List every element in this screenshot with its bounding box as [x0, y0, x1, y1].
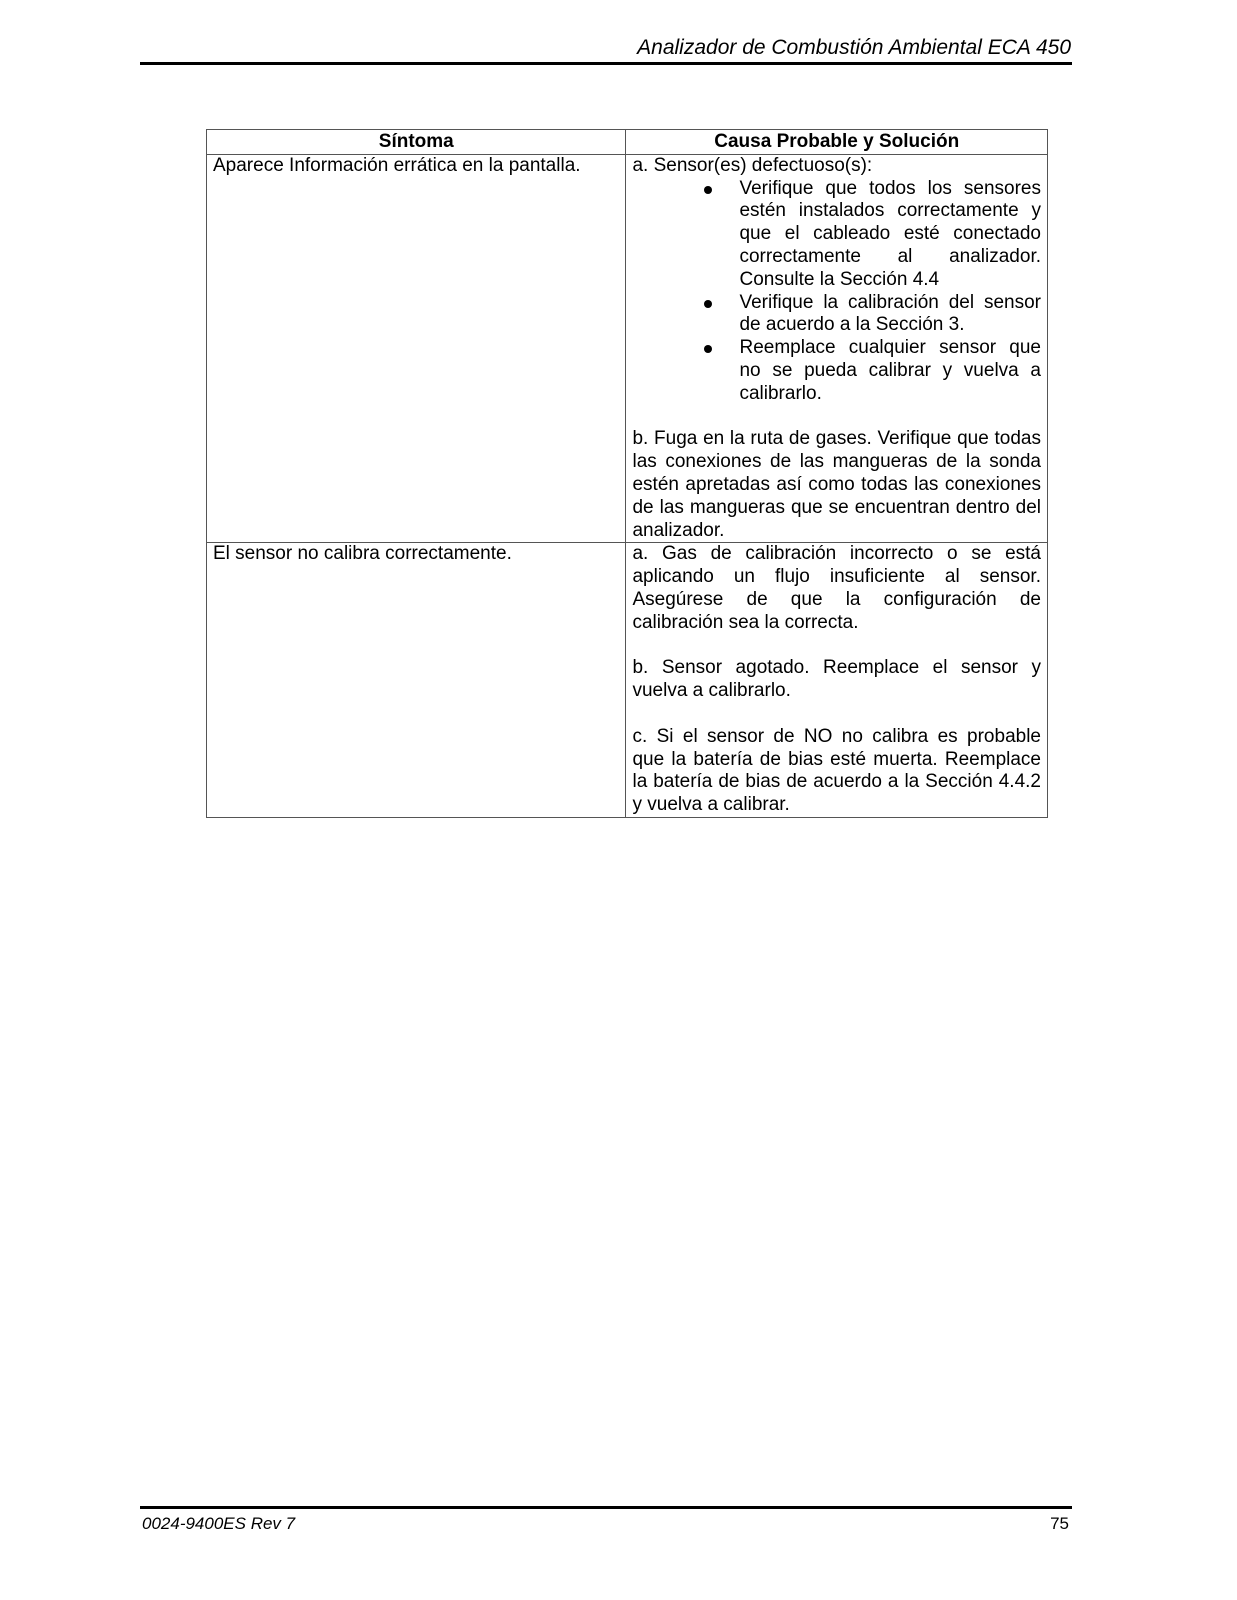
cause-a-intro: a. Sensor(es) defectuoso(s): [632, 154, 873, 176]
bullet-icon [704, 186, 712, 194]
bullet-icon [704, 345, 712, 353]
table-row [207, 543, 1048, 818]
list-item [739, 337, 1041, 405]
paragraph-gap [632, 635, 1041, 658]
table-row [207, 154, 1048, 543]
header-rule [140, 62, 1072, 65]
footer-rule [140, 1506, 1072, 1509]
table-header-row [207, 130, 1048, 155]
cause-b-text: b. Sensor agotado. Reemplace el sensor y vuelva a calibrarlo. [632, 657, 1041, 702]
bullet-text: Reemplace cualquier sensor que no se pueda calibrar y vuelva a calibrarlo. [739, 337, 1041, 404]
paragraph-gap [632, 406, 1041, 429]
list-item [739, 178, 1041, 292]
symptom-cell: El sensor no calibra correctamente. [207, 543, 626, 818]
cause-a-text: a. Gas de calibración incorrecto o se está aplicando un flujo insuficiente al sensor. Asegúrese de que la configuración de calibración sea la correcta. [632, 543, 1041, 633]
column-header-symptom: Síntoma [207, 130, 626, 155]
bullet-text: Verifique la calibración del sensor de acuerdo a la Sección 3. [739, 291, 1041, 336]
bullet-icon [704, 300, 712, 308]
page-number: 75 [1050, 1514, 1069, 1533]
list-item [739, 292, 1041, 338]
troubleshooting-table [206, 129, 1048, 818]
column-header-cause: Causa Probable y Solución [626, 130, 1048, 155]
cause-cell [626, 154, 1048, 543]
document-id: 0024-9400ES Rev 7 [142, 1514, 296, 1533]
cause-cell [626, 543, 1048, 818]
bullet-text: Verifique que todos los sensores estén instalados correctamente y que el cableado esté conectado correctamente al analizador. Consulte la Sección 4.4 [739, 177, 1041, 290]
paragraph-gap [632, 703, 1041, 726]
cause-a-bullet-list [632, 178, 1041, 406]
cause-b-text: b. Fuga en la ruta de gases. Verifique que todas las conexiones de las mangueras de la sonda estén apretadas así como todas las conexiones de las mangueras que se encuentran dentro del analizador. [632, 428, 1041, 541]
page-header-title: Analizador de Combustión Ambiental ECA 450 [637, 36, 1071, 59]
symptom-cell: Aparece Información errática en la pantalla. [207, 154, 626, 543]
cause-c-text: c. Si el sensor de NO no calibra es probable que la batería de bias esté muerta. Reemplace la batería de bias de acuerdo a la Sección 4.4.2 y vuelva a calibrar. [632, 725, 1041, 816]
